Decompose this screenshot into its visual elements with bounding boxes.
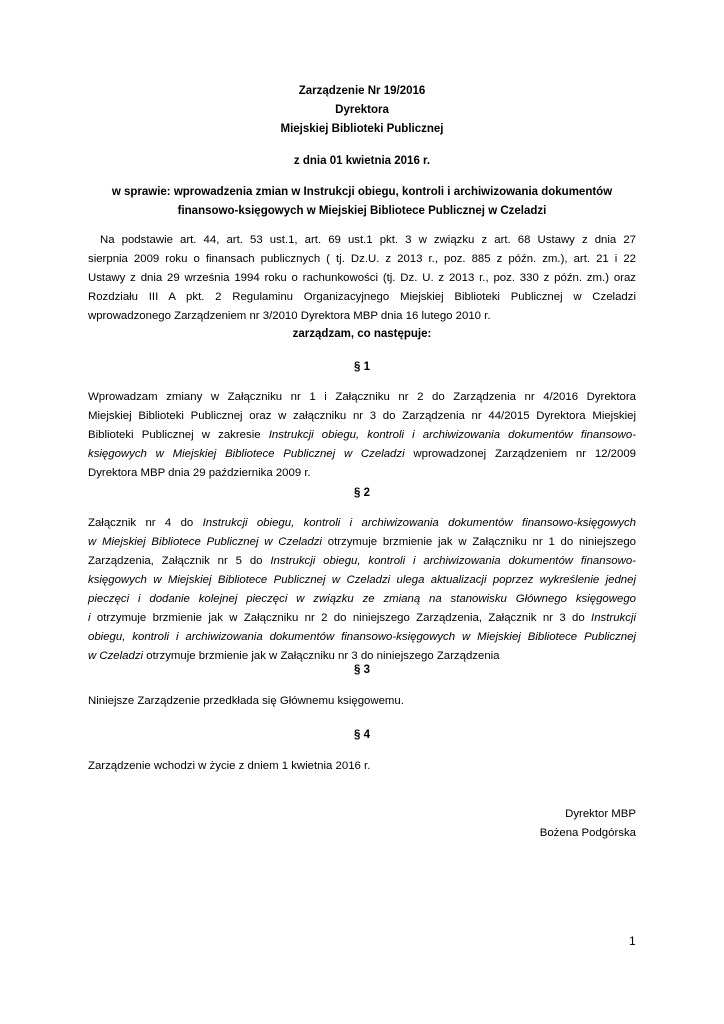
preamble-line: sierpnia 2009 roku o finansach publicznych ( tj. Dz.U. z 2013 r., poz. 885 z późn. zm.), art. 21 i 22 — [88, 253, 636, 265]
text-run: Biblioteki Publicznej w zakresie — [88, 429, 269, 441]
issuer-role: Dyrektora — [335, 104, 389, 116]
preamble-line: Ustawy z dnia 29 września 1994 roku o rachunkowości (tj. Dz. U. z 2013 r., poz. 330 z późn. zm.) oraz — [88, 272, 636, 284]
italic-text-run: obiegu, kontroli i archiwizowania dokumentów finansowo-księgowych w Miejskiej Bibliotece Publicznej — [88, 631, 636, 643]
document-date: z dnia 01 kwietnia 2016 r. — [293, 155, 431, 167]
section-4-paragraph — [88, 757, 636, 776]
document-title: Zarządzenie Nr 19/2016 — [298, 85, 426, 97]
section-3-paragraph — [88, 692, 636, 711]
text-run: otrzymuje brzmienie jak w Załączniku nr 3 do niniejszego Zarządzenia — [143, 650, 500, 662]
section-1-line — [88, 445, 636, 464]
section-4-line: Zarządzenie wchodzi w życie z dniem 1 kwietnia 2016 r. — [88, 760, 371, 772]
text-run: Załącznik nr 4 do — [88, 517, 203, 529]
italic-text-run: księgowych w Miejskiej Bibliotece Publicznej w Czeladzi ulega aktualizacji poprzez wykreślenie jednej — [88, 574, 636, 586]
subject-line-1: w sprawie: wprowadzenia zmian w Instrukcji obiegu, kontroli i archiwizowania dokumentów — [111, 186, 613, 198]
section-2-paragraph — [88, 514, 636, 666]
text-run: wprowadzonej Zarządzeniem nr 12/2009 — [404, 448, 636, 460]
section-1-line: Wprowadzam zmiany w Załączniku nr 1 i Załączniku nr 2 do Zarządzenia nr 4/2016 Dyrektora — [88, 391, 636, 403]
section-2-line — [88, 590, 636, 609]
order-heading: zarządzam, co następuje: — [292, 328, 432, 340]
preamble-paragraph — [88, 231, 636, 326]
italic-text-run: pieczęci i dodanie kolejnej pieczęci w związku ze zmianą na stanowisku Głównego księgowego — [88, 593, 636, 605]
section-2-line — [88, 609, 636, 628]
signature-name: Bożena Podgórska — [539, 827, 636, 839]
text-run: otrzymuje brzmienie jak w Załączniku nr 1 do niniejszego — [321, 536, 636, 548]
section-2-heading: § 2 — [354, 487, 370, 499]
italic-text-run: księgowych w Miejskiej Bibliotece Publicznej w Czeladzi — [88, 448, 405, 460]
section-2-line — [88, 533, 636, 552]
page-number: 1 — [629, 934, 636, 948]
institution-name: Miejskiej Biblioteki Publicznej — [280, 123, 444, 135]
section-2-line — [88, 628, 636, 647]
italic-text-run: i — [88, 612, 91, 624]
text-run: otrzymuje brzmienie jak w Załączniku nr 2 do niniejszego Zarządzenia, Załącznik nr 3 do — [90, 612, 592, 624]
preamble-line: Rozdziału III A pkt. 2 Regulaminu Organizacyjnego Miejskiej Biblioteki Publicznej w Czeladzi — [88, 291, 636, 303]
italic-text-run: w Czeladzi — [88, 650, 144, 662]
section-2-line — [88, 514, 636, 533]
italic-text-run: Instrukcji obiegu, kontroli i archiwizowania dokumentów finansowo- — [270, 555, 636, 567]
section-4-heading: § 4 — [354, 729, 370, 741]
preamble-line: Na podstawie art. 44, art. 53 ust.1, art. 69 ust.1 pkt. 3 w związku z art. 68 Ustawy z dnia 27 — [100, 234, 636, 246]
section-3-line: Niniejsze Zarządzenie przedkłada się Głównemu księgowemu. — [88, 695, 404, 707]
section-1-heading: § 1 — [354, 361, 370, 373]
section-1-line — [88, 426, 636, 445]
italic-text-run: w Miejskiej Bibliotece Publicznej w Czeladzi — [88, 536, 322, 548]
preamble-line: wprowadzonego Zarządzeniem nr 3/2010 Dyrektora MBP dnia 16 lutego 2010 r. — [88, 310, 491, 322]
italic-text-run: Instrukcji — [591, 612, 636, 624]
italic-text-run: Instrukcji obiegu, kontroli i archiwizowania dokumentów finansowo-księgowych — [202, 517, 636, 529]
section-1-line: Dyrektora MBP dnia 29 października 2009 r. — [88, 467, 311, 479]
section-3-heading: § 3 — [354, 664, 370, 676]
subject-line-2: finansowo-księgowych w Miejskiej Bibliotece Publicznej w Czeladzi — [177, 205, 547, 217]
section-1-paragraph — [88, 388, 636, 483]
section-2-line — [88, 552, 636, 571]
section-1-line: Miejskiej Biblioteki Publicznej oraz w załączniku nr 3 do Zarządzenia nr 44/2015 Dyrektora Miejskiej — [88, 410, 636, 422]
section-2-line — [88, 571, 636, 590]
signature-title: Dyrektor MBP — [565, 808, 636, 820]
italic-text-run: Instrukcji obiegu, kontroli i archiwizowania dokumentów finansowo- — [268, 429, 636, 441]
text-run: Zarządzenia, Załącznik nr 5 do — [88, 555, 271, 567]
